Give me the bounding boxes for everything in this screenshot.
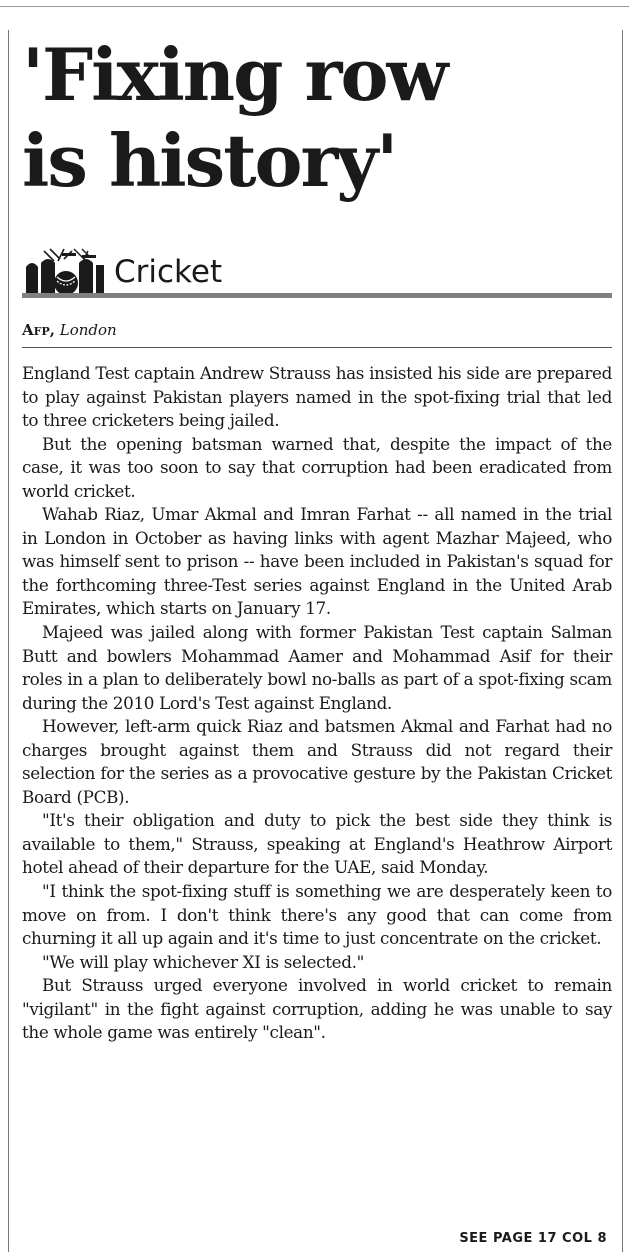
byline-place: London xyxy=(59,321,117,339)
right-column-rule xyxy=(622,30,623,1252)
section-header xyxy=(22,243,612,299)
article-paragraph: However, left-arm quick Riaz and batsmen Akmal and Farhat had no charges brought against them and Strauss did not regard their selection for the series as a provocative gesture by the Pakistan Cricket Board (PCB). xyxy=(22,716,612,807)
article-paragraph: But the opening batsman warned that, despite the impact of the case, it was too soon to say that corruption had been eradicated from world cricket. xyxy=(22,433,612,501)
article-paragraph: "I think the spot-fixing stuff is something we are desperately keen to move on from. I don't think there's any good that can come from churning it all up again and it's time to just concentrate on the cricket. xyxy=(22,881,612,949)
byline xyxy=(22,320,117,340)
article-paragraph: England Test captain Andrew Strauss has insisted his side are prepared to play against Pakistan players named in the spot-fixing trial that led to three cricketers being jailed. xyxy=(22,363,612,431)
article-paragraph: "It's their obligation and duty to pick the best side they think is available to them," Strauss, speaking at England's Heathrow Airport hotel ahead of their departure for the UAE, said Monday. xyxy=(22,810,612,878)
cricket-logo-icon xyxy=(24,247,106,295)
byline-agency: Afp, xyxy=(22,321,55,339)
left-column-rule xyxy=(8,30,9,1252)
article-paragraph: But Strauss urged everyone involved in world cricket to remain "vigilant" in the fight against corruption, adding he was unable to say the whole game was entirely "clean". xyxy=(22,975,612,1043)
headline xyxy=(22,32,622,204)
headline-line-1: 'Fixing row xyxy=(22,32,447,117)
headline-line-2: is history' xyxy=(22,118,397,203)
article-paragraph: Wahab Riaz, Umar Akmal and Imran Farhat -- all named in the trial in London in October as having links with agent Mazhar Majeed, who was himself sent to prison -- have been included in Pakistan's squad for the forthcoming three-Test series against England in the United Arab Emirates, which starts on January 17. xyxy=(22,504,612,619)
article-paragraph: "We will play whichever XI is selected." xyxy=(42,951,364,972)
section-label: Cricket xyxy=(114,254,223,290)
continued-jump-line[interactable]: SEE PAGE 17 COL 8 xyxy=(459,1231,607,1246)
article-paragraph: Majeed was jailed along with former Pakistan Test captain Salman Butt and bowlers Mohammad Aamer and Mohammad Asif for their roles in a plan to deliberately bowl no-balls as part of a spot-fixing scam during the 2010 Lord's Test against England. xyxy=(22,622,612,713)
article-body xyxy=(22,362,612,1045)
section-rule xyxy=(22,293,612,298)
top-divider xyxy=(0,6,629,7)
byline-rule xyxy=(22,347,612,348)
